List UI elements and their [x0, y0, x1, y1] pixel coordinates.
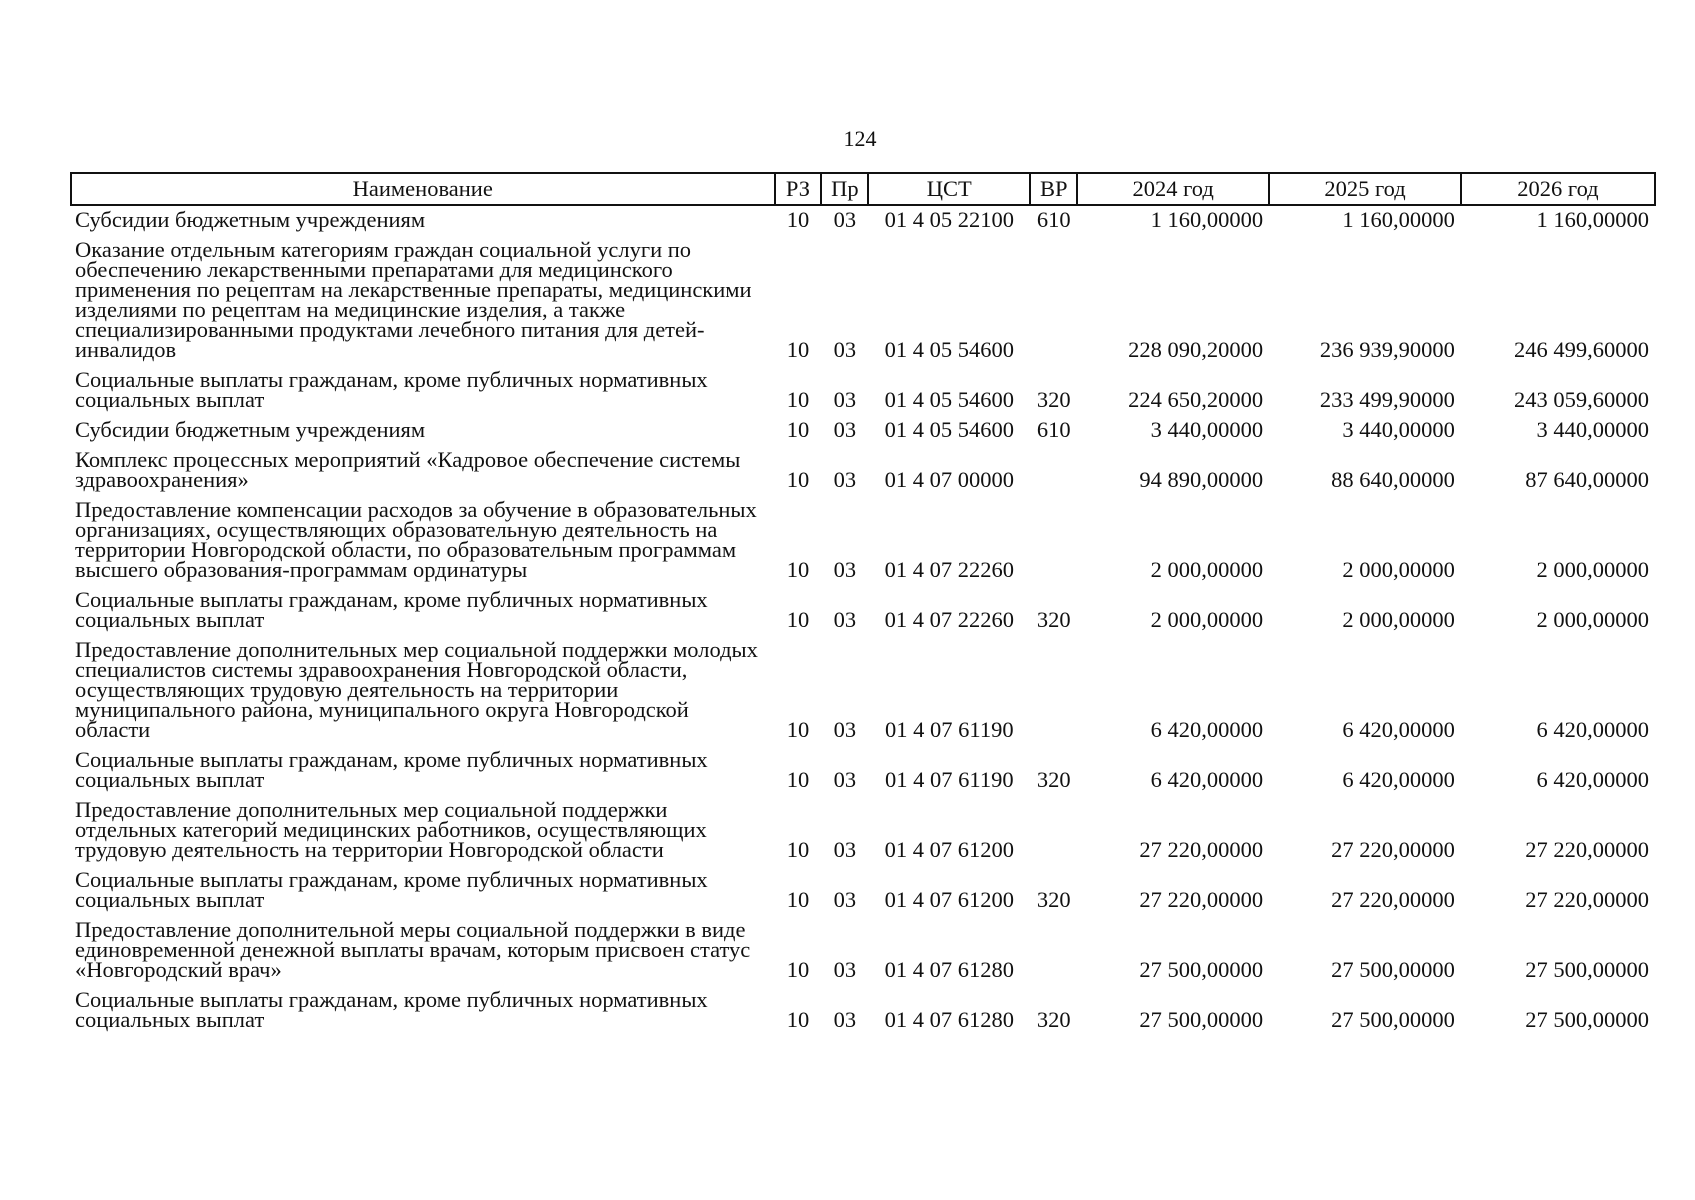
row-value-2026: 87 640,00000 [1525, 467, 1649, 492]
row-rz: 10 [786, 837, 810, 862]
row-name: Оказание отдельным категориям граждан социальной услуги по обеспечению лекарственными препаратами для медицинского применения по рецептам на лекарственные препараты, медицинскими изделиями по рецептам на медицинские изделия, а также специализированными продуктами лечебного питания для детей-инвалидов [75, 237, 752, 362]
row-value-2026: 6 420,00000 [1536, 717, 1649, 742]
row-name: Социальные выплаты гражданам, кроме публичных нормативных социальных выплат [75, 367, 708, 412]
row-value-2024: 3 440,00000 [1150, 417, 1264, 442]
table-row [71, 444, 1655, 494]
table-row [71, 634, 1655, 744]
row-value-2024: 2 000,00000 [1150, 607, 1264, 632]
row-pr: 03 [833, 957, 857, 982]
row-vr: 320 [1036, 887, 1071, 912]
header-vr: ВР [1030, 173, 1077, 205]
row-value-2025: 2 000,00000 [1342, 557, 1455, 582]
row-pr: 03 [833, 417, 857, 442]
row-value-2024: 27 500,00000 [1139, 957, 1264, 982]
row-value-2025: 3 440,00000 [1342, 417, 1455, 442]
row-rz: 10 [786, 957, 810, 982]
row-value-2025: 6 420,00000 [1342, 717, 1455, 742]
row-vr: 320 [1036, 387, 1071, 412]
row-vr: 320 [1036, 1007, 1071, 1032]
row-cst: 01 4 05 54600 [884, 337, 1014, 362]
row-value-2026: 3 440,00000 [1536, 417, 1649, 442]
row-value-2024: 228 090,20000 [1128, 337, 1264, 362]
row-vr [1030, 494, 1077, 584]
table-row [71, 744, 1655, 794]
row-value-2024: 94 890,00000 [1139, 467, 1264, 492]
row-name: Субсидии бюджетным учреждениям [75, 417, 426, 442]
row-cst: 01 4 07 61200 [884, 837, 1014, 862]
row-value-2026: 246 499,60000 [1514, 337, 1649, 362]
header-rz: РЗ [775, 173, 822, 205]
row-cst: 01 4 07 61280 [884, 1007, 1014, 1032]
row-value-2025: 1 160,00000 [1342, 207, 1455, 232]
row-cst: 01 4 07 22260 [884, 607, 1014, 632]
header-2025: 2025 год [1269, 173, 1461, 205]
row-vr [1030, 914, 1077, 984]
row-rz: 10 [786, 337, 810, 362]
row-rz: 10 [786, 417, 810, 442]
row-value-2026: 27 220,00000 [1525, 837, 1649, 862]
row-rz: 10 [786, 767, 810, 792]
page-number: 124 [843, 126, 877, 151]
budget-table [70, 172, 1656, 1034]
table-row [71, 364, 1655, 414]
row-value-2024: 27 220,00000 [1139, 887, 1264, 912]
row-cst: 01 4 07 22260 [884, 557, 1014, 582]
row-pr: 03 [833, 1007, 857, 1032]
row-rz: 10 [786, 1007, 810, 1032]
table-row [71, 914, 1655, 984]
table-row [71, 864, 1655, 914]
row-value-2025: 233 499,90000 [1319, 387, 1455, 412]
row-pr: 03 [833, 767, 857, 792]
row-value-2025: 27 220,00000 [1331, 887, 1455, 912]
row-rz: 10 [786, 387, 810, 412]
row-name: Предоставление дополнительных мер социальной поддержки молодых специалистов системы здравоохранения Новгородской области, осуществляющих трудовую деятельность на территории муниципального района, муниципального округа Новгородской области [75, 637, 758, 742]
row-cst: 01 4 05 54600 [884, 417, 1014, 442]
row-cst: 01 4 07 61200 [884, 887, 1014, 912]
row-value-2026: 27 500,00000 [1525, 1007, 1649, 1032]
table-row [71, 205, 1655, 234]
row-rz: 10 [786, 887, 810, 912]
row-pr: 03 [833, 467, 857, 492]
row-name: Предоставление дополнительных мер социальной поддержки отдельных категорий медицинских работников, осуществляющих трудовую деятельность на территории Новгородской области [75, 797, 707, 862]
row-value-2024: 1 160,00000 [1150, 207, 1264, 232]
row-name: Социальные выплаты гражданам, кроме публичных нормативных социальных выплат [75, 987, 708, 1032]
row-cst: 01 4 05 22100 [884, 207, 1014, 232]
row-name: Предоставление дополнительной меры социальной поддержки в виде единовременной денежной выплаты врачам, которым присвоен статус «Новгородский врач» [75, 917, 751, 982]
row-vr: 320 [1036, 767, 1071, 792]
row-value-2024: 2 000,00000 [1150, 557, 1264, 582]
row-value-2024: 6 420,00000 [1150, 717, 1264, 742]
row-value-2025: 27 500,00000 [1331, 957, 1455, 982]
row-vr: 610 [1036, 207, 1071, 232]
row-name: Предоставление компенсации расходов за обучение в образовательных организациях, осуществляющих образовательную деятельность на территории Новгородской области, по образовательным программам высшего образования-программам ординатуры [75, 497, 757, 582]
table-row [71, 494, 1655, 584]
row-pr: 03 [833, 887, 857, 912]
row-value-2025: 27 220,00000 [1331, 837, 1455, 862]
row-value-2025: 2 000,00000 [1342, 607, 1455, 632]
row-cst: 01 4 07 61190 [885, 767, 1014, 792]
table-row [71, 584, 1655, 634]
row-pr: 03 [833, 717, 857, 742]
row-cst: 01 4 07 61190 [885, 717, 1014, 742]
row-vr: 320 [1036, 607, 1071, 632]
header-2026: 2026 год [1461, 173, 1655, 205]
row-value-2025: 88 640,00000 [1331, 467, 1455, 492]
header-cst: ЦСТ [868, 173, 1030, 205]
row-cst: 01 4 05 54600 [884, 387, 1014, 412]
row-name: Субсидии бюджетным учреждениям [75, 207, 426, 232]
table-row [71, 414, 1655, 444]
row-value-2024: 27 220,00000 [1139, 837, 1264, 862]
row-pr: 03 [833, 337, 857, 362]
row-value-2026: 2 000,00000 [1536, 557, 1649, 582]
row-name: Социальные выплаты гражданам, кроме публичных нормативных социальных выплат [75, 747, 708, 792]
row-rz: 10 [786, 717, 810, 742]
row-rz: 10 [786, 207, 810, 232]
row-rz: 10 [786, 557, 810, 582]
header-pr: Пр [821, 173, 868, 205]
table-header-row [71, 173, 1655, 205]
row-value-2026: 1 160,00000 [1536, 207, 1649, 232]
row-cst: 01 4 07 61280 [884, 957, 1014, 982]
row-value-2024: 6 420,00000 [1150, 767, 1264, 792]
row-value-2026: 27 500,00000 [1525, 957, 1649, 982]
row-pr: 03 [833, 607, 857, 632]
table-row [71, 234, 1655, 364]
row-vr [1030, 634, 1077, 744]
row-name: Социальные выплаты гражданам, кроме публичных нормативных социальных выплат [75, 587, 708, 632]
row-rz: 10 [786, 467, 810, 492]
row-pr: 03 [833, 837, 857, 862]
row-pr: 03 [833, 207, 857, 232]
table-row [71, 984, 1655, 1034]
row-value-2025: 6 420,00000 [1342, 767, 1455, 792]
row-value-2026: 2 000,00000 [1536, 607, 1649, 632]
row-vr [1030, 444, 1077, 494]
row-value-2025: 27 500,00000 [1331, 1007, 1455, 1032]
header-2024: 2024 год [1077, 173, 1269, 205]
header-name: Наименование [71, 173, 775, 205]
row-name: Социальные выплаты гражданам, кроме публичных нормативных социальных выплат [75, 867, 708, 912]
table-row [71, 794, 1655, 864]
row-rz: 10 [786, 607, 810, 632]
row-value-2026: 27 220,00000 [1525, 887, 1649, 912]
row-pr: 03 [833, 387, 857, 412]
table-body [71, 205, 1655, 1034]
row-vr: 610 [1036, 417, 1071, 442]
row-pr: 03 [833, 557, 857, 582]
row-vr [1030, 794, 1077, 864]
row-value-2025: 236 939,90000 [1319, 337, 1455, 362]
row-value-2026: 6 420,00000 [1536, 767, 1649, 792]
row-value-2026: 243 059,60000 [1514, 387, 1649, 412]
row-value-2024: 27 500,00000 [1139, 1007, 1264, 1032]
row-vr [1030, 234, 1077, 364]
row-value-2024: 224 650,20000 [1128, 387, 1264, 412]
row-cst: 01 4 07 00000 [884, 467, 1014, 492]
row-name: Комплекс процессных мероприятий «Кадровое обеспечение системы здравоохранения» [75, 447, 741, 492]
